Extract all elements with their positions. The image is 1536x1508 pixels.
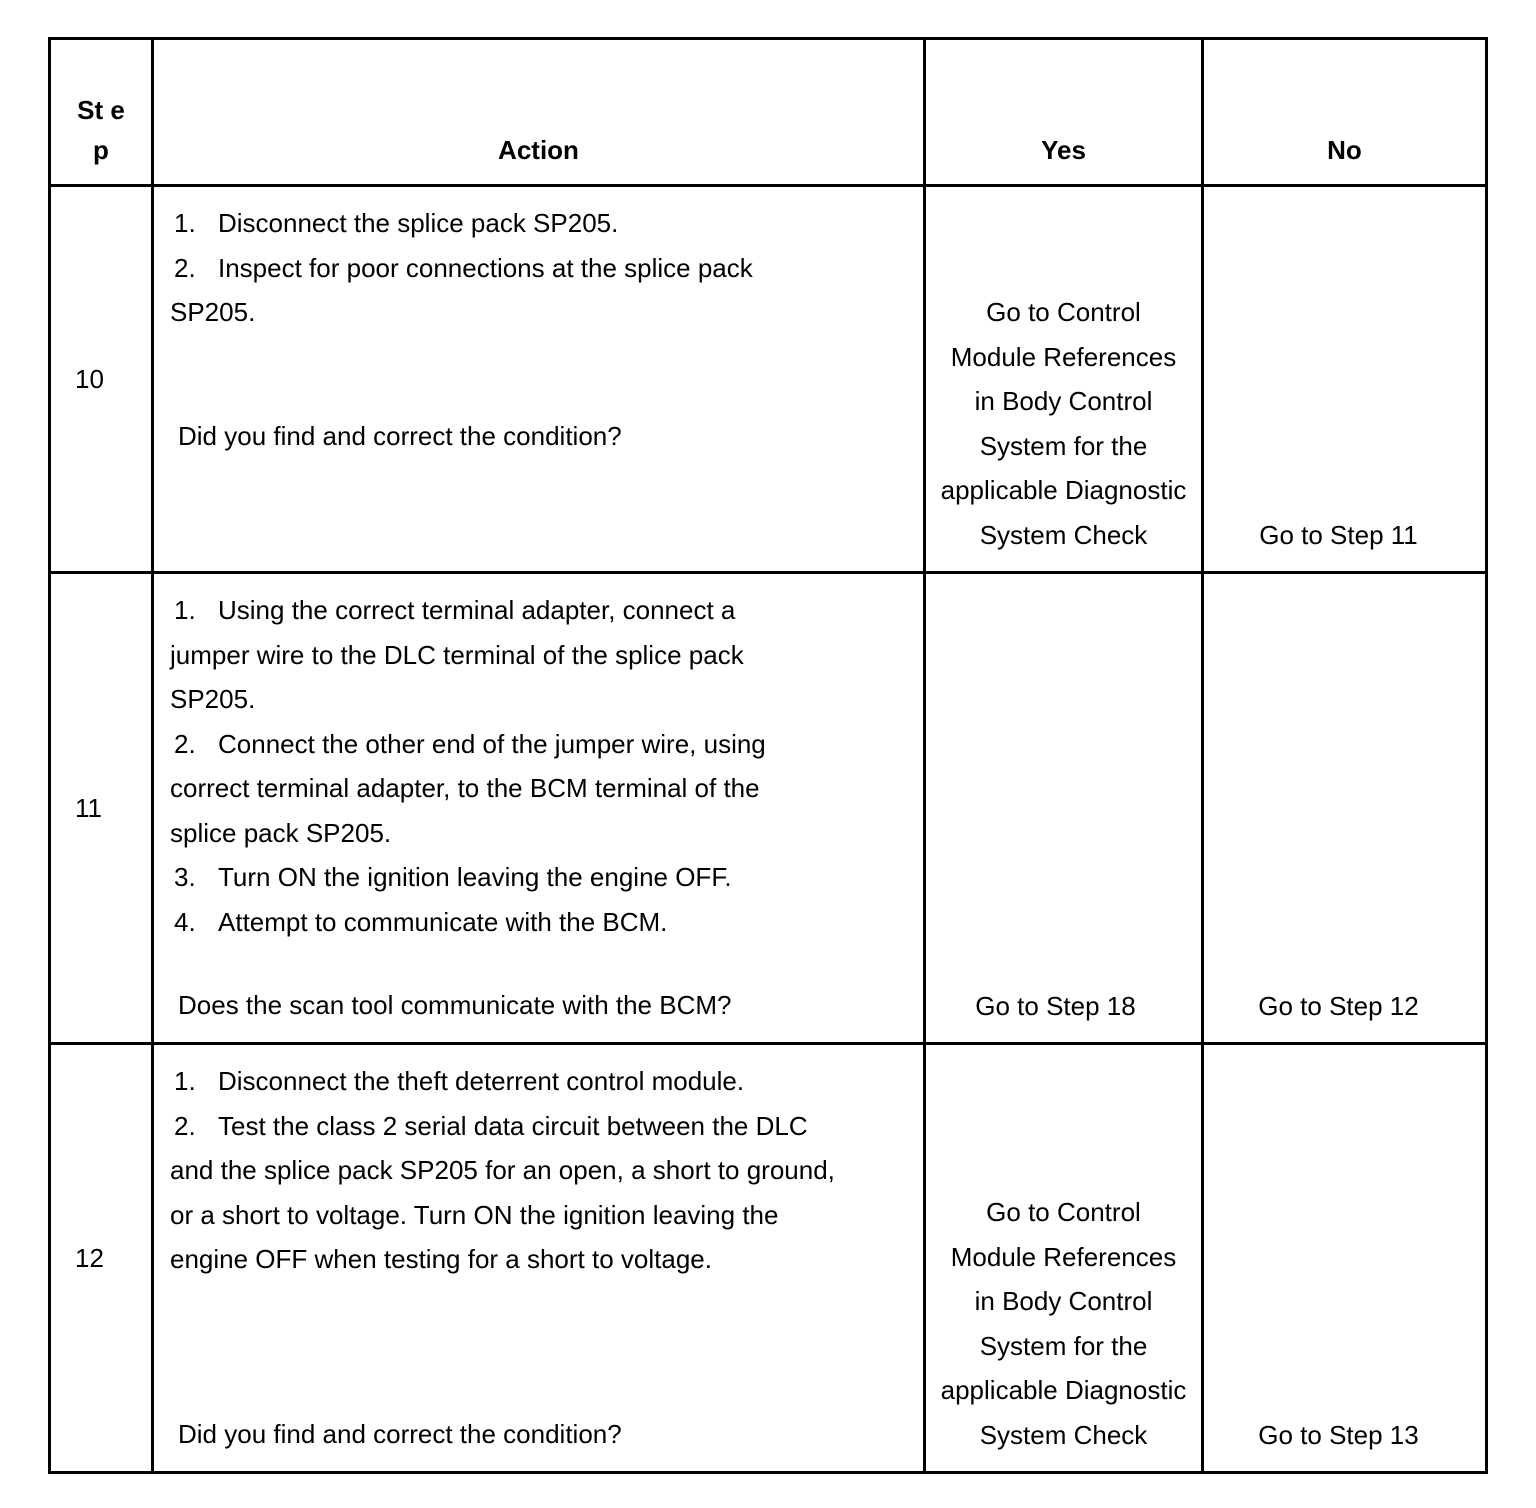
action-item: 2. Connect the other end of the jumper wire, using correct terminal adapter, to the BCM terminal of the splice pack SP205. [170,728,773,848]
action-item: 1. Disconnect the splice pack SP205. [174,208,619,238]
step-number: 10 [50,186,153,573]
action-list [170,588,820,944]
action-item: 4. Attempt to communicate with the BCM. [174,906,668,937]
header-no: No [1203,39,1487,186]
no-result: Go to Step 11 [1203,186,1487,573]
yes-result: Go to Step 18 [925,573,1203,1044]
action-cell [153,573,925,1044]
action-item: 3. Turn ON the ignition leaving the engine OFF. [174,862,732,892]
action-question: Did you find and correct the condition? [178,1418,622,1449]
yes-result: Go to Control Module References in Body Control System for the applicable Diagnostic System Check [925,186,1203,573]
diagnostic-table [48,37,1488,1474]
action-cell [153,186,925,573]
no-result: Go to Step 13 [1203,1044,1487,1473]
table-row [50,573,1487,1044]
action-cell [153,1044,925,1473]
action-question: Did you find and correct the condition? [178,420,622,451]
yes-result: Go to Control Module References in Body Control System for the applicable Diagnostic System Check [925,1044,1203,1473]
header-yes: Yes [925,39,1203,186]
table-header-row [50,39,1487,186]
header-step-label: St ep [77,95,125,165]
table-row [50,1044,1487,1473]
header-step [50,39,153,186]
action-item: 2. Inspect for poor connections at the splice pack SP205. [170,252,760,327]
action-question: Does the scan tool communicate with the BCM? [178,989,732,1020]
action-list [170,1059,850,1282]
step-number: 11 [50,573,153,1044]
action-list [170,201,923,335]
action-item: 2. Test the class 2 serial data circuit between the DLC and the splice pack SP205 for an open, a short to ground, or a short to voltage. Turn ON the ignition leaving the engine OFF when testing for a short to voltage. [170,1110,843,1274]
action-item: 1. Disconnect the theft deterrent control module. [174,1066,745,1096]
action-item: 1. Using the correct terminal adapter, connect a jumper wire to the DLC terminal of the splice pack SP205. [170,595,751,714]
table-row [50,186,1487,573]
no-result: Go to Step 12 [1203,573,1487,1044]
step-number: 12 [50,1044,153,1473]
header-action: Action [153,39,925,186]
